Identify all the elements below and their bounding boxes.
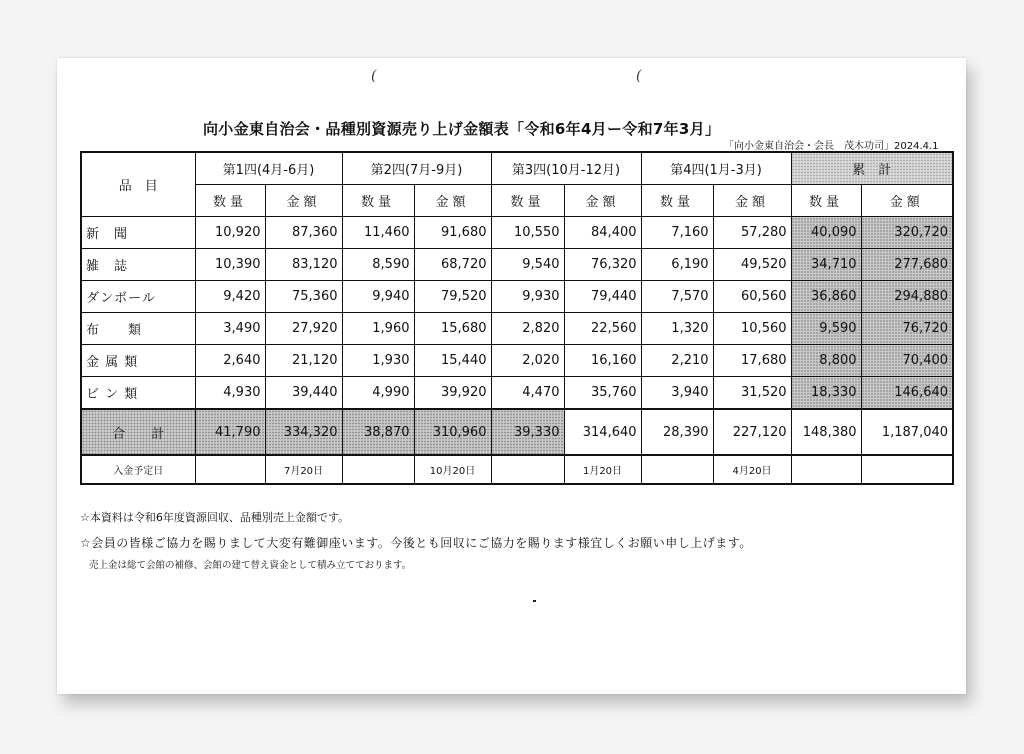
table-row (81, 377, 953, 410)
empty-cell (861, 455, 953, 484)
amount-header: 金額 (564, 185, 641, 217)
amount-cell: 15,680 (414, 313, 491, 345)
qty-cell: 11,460 (342, 217, 414, 249)
qty-cell: 9,930 (491, 281, 564, 313)
data-rows (81, 217, 953, 410)
qty-cell: 9,540 (491, 249, 564, 281)
total-qty-cell: 41,790 (195, 409, 265, 455)
amount-cell: 146,640 (861, 377, 953, 410)
table-row (81, 345, 953, 377)
amount-header: 金額 (861, 185, 953, 217)
amount-cell: 39,440 (265, 377, 342, 410)
amount-cell: 17,680 (713, 345, 791, 377)
total-qty-cell: 148,380 (791, 409, 861, 455)
payment-date-q4: 4月20日 (713, 455, 791, 484)
amount-cell: 76,320 (564, 249, 641, 281)
total-amount-cell: 1,187,040 (861, 409, 953, 455)
period-q1: 第1四(4月-6月) (195, 152, 342, 185)
amount-cell: 320,720 (861, 217, 953, 249)
qty-cell: 4,990 (342, 377, 414, 410)
total-qty-cell: 39,330 (491, 409, 564, 455)
qty-cell: 8,800 (791, 345, 861, 377)
total-label: 合 計 (81, 409, 195, 455)
amount-cell: 31,520 (713, 377, 791, 410)
qty-cell: 7,570 (641, 281, 713, 313)
amount-cell: 27,920 (265, 313, 342, 345)
payment-date-row (81, 455, 953, 484)
qty-cell: 10,920 (195, 217, 265, 249)
qty-cell: 8,590 (342, 249, 414, 281)
qty-header: 数量 (791, 185, 861, 217)
amount-header: 金額 (265, 185, 342, 217)
total-qty-cell: 28,390 (641, 409, 713, 455)
total-amount-cell: 314,640 (564, 409, 641, 455)
period-q2: 第2四(7月-9月) (342, 152, 491, 185)
qty-cell: 1,960 (342, 313, 414, 345)
amount-cell: 79,440 (564, 281, 641, 313)
amount-cell: 68,720 (414, 249, 491, 281)
total-amount-cell: 310,960 (414, 409, 491, 455)
amount-cell: 15,440 (414, 345, 491, 377)
amount-cell: 21,120 (265, 345, 342, 377)
amount-cell: 57,280 (713, 217, 791, 249)
amount-cell: 76,720 (861, 313, 953, 345)
payment-date-q3: 1月20日 (564, 455, 641, 484)
amount-cell: 84,400 (564, 217, 641, 249)
amount-cell: 49,520 (713, 249, 791, 281)
author-line: 「向小金東自治会・会長 茂木功司」2024.4.1 (724, 141, 939, 152)
qty-cell: 1,930 (342, 345, 414, 377)
amount-cell: 87,360 (265, 217, 342, 249)
total-row (81, 409, 953, 455)
qty-cell: 3,490 (195, 313, 265, 345)
sales-table (80, 151, 954, 485)
period-q4: 第4四(1月-3月) (641, 152, 791, 185)
item-name: 雑 誌 (81, 249, 195, 281)
qty-cell: 2,640 (195, 345, 265, 377)
period-q3: 第3四(10月-12月) (491, 152, 641, 185)
amount-cell: 16,160 (564, 345, 641, 377)
qty-cell: 2,210 (641, 345, 713, 377)
qty-cell: 9,590 (791, 313, 861, 345)
note-thanks: ☆会員の皆様ご協力を賜りまして大変有難御座います。今後とも回収にご協力を賜ります様宜しくお願い申し上げます。 (80, 536, 752, 550)
qty-cell: 10,550 (491, 217, 564, 249)
empty-cell (491, 455, 564, 484)
qty-cell: 2,020 (491, 345, 564, 377)
punch-mark-right: ( (636, 68, 642, 84)
empty-cell (791, 455, 861, 484)
document-title: 向小金東自治会・品種別資源売り上げ金額表「令和6年4月ー令和7年3月」 (203, 120, 721, 138)
amount-cell: 79,520 (414, 281, 491, 313)
qty-cell: 2,820 (491, 313, 564, 345)
qty-header: 数量 (342, 185, 414, 217)
qty-cell: 9,940 (342, 281, 414, 313)
amount-cell: 22,560 (564, 313, 641, 345)
total-qty-cell: 38,870 (342, 409, 414, 455)
item-name: 布 類 (81, 313, 195, 345)
header-row-periods (81, 152, 953, 185)
qty-header: 数量 (491, 185, 564, 217)
punch-mark-left: ( (371, 68, 377, 84)
empty-cell (195, 455, 265, 484)
amount-cell: 83,120 (265, 249, 342, 281)
item-name: 金 属 類 (81, 345, 195, 377)
payment-date-label: 入金予定日 (81, 455, 195, 484)
scan-speck (533, 600, 536, 602)
table-row (81, 249, 953, 281)
item-header: 品 目 (81, 152, 195, 217)
item-name: ダンボール (81, 281, 195, 313)
payment-date-q2: 10月20日 (414, 455, 491, 484)
amount-header: 金額 (414, 185, 491, 217)
qty-cell: 18,330 (791, 377, 861, 410)
qty-cell: 9,420 (195, 281, 265, 313)
empty-cell (342, 455, 414, 484)
qty-header: 数量 (195, 185, 265, 217)
amount-cell: 60,560 (713, 281, 791, 313)
amount-cell: 91,680 (414, 217, 491, 249)
note-fund-use: 売上金は総て会館の補修、会館の建て替え資金として積み立てております。 (89, 560, 412, 571)
note-data-source: ☆本資料は令和6年度資源回収、品種別売上金額です。 (80, 511, 349, 524)
table-row (81, 313, 953, 345)
qty-cell: 4,470 (491, 377, 564, 410)
amount-cell: 39,920 (414, 377, 491, 410)
amount-cell: 75,360 (265, 281, 342, 313)
amount-cell: 294,880 (861, 281, 953, 313)
qty-cell: 6,190 (641, 249, 713, 281)
amount-cell: 35,760 (564, 377, 641, 410)
qty-cell: 3,940 (641, 377, 713, 410)
empty-cell (641, 455, 713, 484)
qty-cell: 1,320 (641, 313, 713, 345)
qty-cell: 10,390 (195, 249, 265, 281)
amount-header: 金額 (713, 185, 791, 217)
table-row (81, 281, 953, 313)
qty-cell: 36,860 (791, 281, 861, 313)
item-name: 新 聞 (81, 217, 195, 249)
qty-cell: 7,160 (641, 217, 713, 249)
item-name: ビ ン 類 (81, 377, 195, 410)
table-row (81, 217, 953, 249)
total-amount-cell: 334,320 (265, 409, 342, 455)
period-cumulative: 累 計 (791, 152, 953, 185)
amount-cell: 10,560 (713, 313, 791, 345)
header-row-measures (81, 185, 953, 217)
amount-cell: 70,400 (861, 345, 953, 377)
amount-cell: 277,680 (861, 249, 953, 281)
qty-header: 数量 (641, 185, 713, 217)
qty-cell: 34,710 (791, 249, 861, 281)
total-amount-cell: 227,120 (713, 409, 791, 455)
qty-cell: 4,930 (195, 377, 265, 410)
qty-cell: 40,090 (791, 217, 861, 249)
payment-date-q1: 7月20日 (265, 455, 342, 484)
